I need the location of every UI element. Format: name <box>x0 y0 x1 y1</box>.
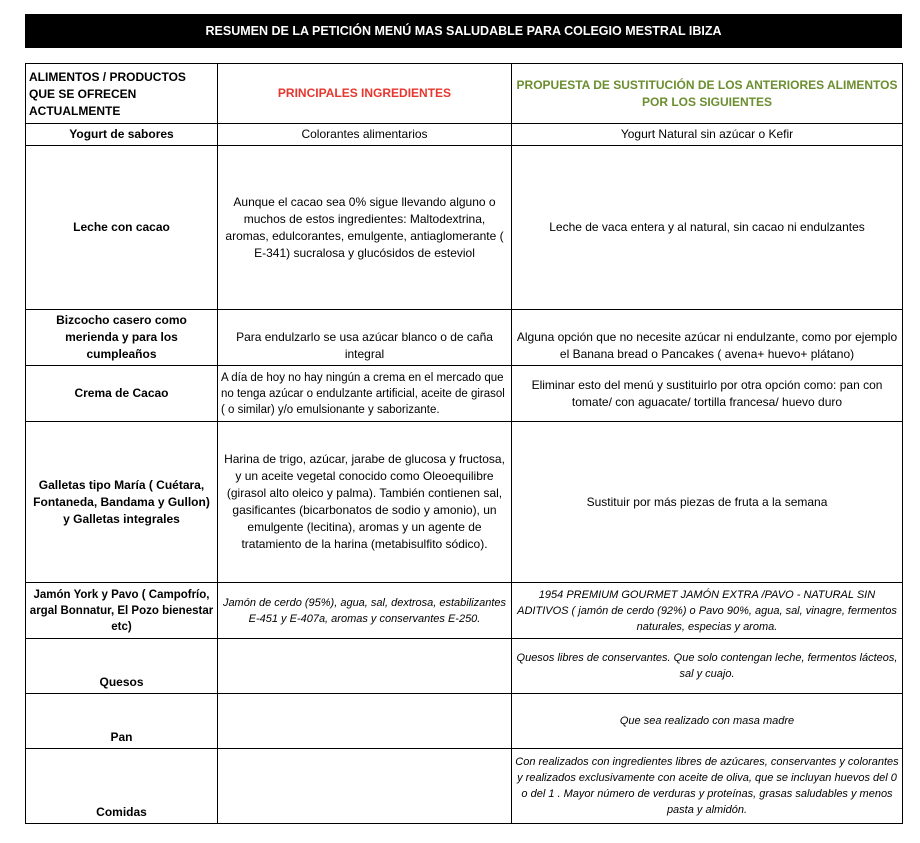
table-row <box>26 146 903 310</box>
table-row <box>26 422 903 583</box>
product-cell: Quesos <box>26 639 218 694</box>
ingredients-cell <box>218 639 512 694</box>
header-products: ALIMENTOS / PRODUCTOS QUE SE OFRECEN ACTUALMENTE <box>26 64 218 124</box>
product-cell: Comidas <box>26 749 218 824</box>
product-cell: Crema de Cacao <box>26 366 218 422</box>
product-cell: Jamón York y Pavo ( Campofrío, argal Bonnatur, El Pozo bienestar etc) <box>26 583 218 639</box>
ingredients-cell: Aunque el cacao sea 0% sigue llevando alguno o muchos de estos ingredientes: Maltodextrina, aromas, edulcorantes, emulgente, antiaglomerante ( E-341) sucralosa y glucósidos de esteviol <box>218 146 512 310</box>
product-cell: Leche con cacao <box>26 146 218 310</box>
substitution-cell: Eliminar esto del menú y sustituirlo por otra opción como: pan con tomate/ con aguacate/ tortilla francesa/ huevo duro <box>512 366 903 422</box>
ingredients-cell <box>218 749 512 824</box>
substitution-cell: Con realizados con ingredientes libres de azúcares, conservantes y colorantes y realizados exclusivamente con aceite de oliva, que se incluyan huevos del 0 o del 1 . Mayor número de verduras y proteínas, grasas saludables y menos pasta y almidón. <box>512 749 903 824</box>
substitution-cell: 1954 PREMIUM GOURMET JAMÓN EXTRA /PAVO - NATURAL SIN ADITIVOS ( jamón de cerdo (92%) o Pavo 90%, agua, sal, vinagre, fermentos naturales, especias y aroma. <box>512 583 903 639</box>
product-cell: Bizcocho casero como merienda y para los cumpleaños <box>26 310 218 366</box>
page-title: RESUMEN DE LA PETICIÓN MENÚ MAS SALUDABLE PARA COLEGIO MESTRAL IBIZA <box>205 24 722 38</box>
page-title-banner <box>25 14 902 48</box>
ingredients-cell: Para endulzarlo se usa azúcar blanco o de caña integral <box>218 310 512 366</box>
table-row <box>26 366 903 422</box>
substitution-cell: Leche de vaca entera y al natural, sin cacao ni endulzantes <box>512 146 903 310</box>
table-row <box>26 639 903 694</box>
menu-table <box>25 63 903 824</box>
substitution-cell: Alguna opción que no necesite azúcar ni endulzante, como por ejemplo el Banana bread o Pancakes ( avena+ huevo+ plátano) <box>512 310 903 366</box>
substitution-cell: Yogurt Natural sin azúcar o Kefir <box>512 124 903 146</box>
header-ingredients: PRINCIPALES INGREDIENTES <box>218 64 512 124</box>
ingredients-cell: Jamón de cerdo (95%), agua, sal, dextrosa, estabilizantes E-451 y E-407a, aromas y conservantes E-250. <box>218 583 512 639</box>
ingredients-cell: A día de hoy no hay ningún a crema en el mercado que no tenga azúcar o endulzante artificial, aceite de girasol ( o similar) y/o emulsionante y saborizante. <box>218 366 512 422</box>
table-row <box>26 749 903 824</box>
table-row <box>26 124 903 146</box>
table-row <box>26 694 903 749</box>
ingredients-cell: Harina de trigo, azúcar, jarabe de glucosa y fructosa, y un aceite vegetal conocido como Oleoequilibre (girasol alto oleico y palma). También contienen sal, gasificantes (bicarbonatos de sodio y amonio), un emulgente (lecitina), aromas y un agente de tratamiento de la harina (metabisulfito sódico). <box>218 422 512 583</box>
product-cell: Pan <box>26 694 218 749</box>
product-cell: Galletas tipo María ( Cuétara, Fontaneda, Bandama y Gullon) y Galletas integrales <box>26 422 218 583</box>
ingredients-cell <box>218 694 512 749</box>
product-cell: Yogurt de sabores <box>26 124 218 146</box>
ingredients-cell: Colorantes alimentarios <box>218 124 512 146</box>
table-row <box>26 310 903 366</box>
substitution-cell: Quesos libres de conservantes. Que solo contengan leche, fermentos lácteos, sal y cuajo. <box>512 639 903 694</box>
table-row <box>26 583 903 639</box>
table-header-row <box>26 64 903 124</box>
substitution-cell: Sustituir por más piezas de fruta a la semana <box>512 422 903 583</box>
substitution-cell: Que sea realizado con masa madre <box>512 694 903 749</box>
header-substitution: PROPUESTA DE SUSTITUCIÓN DE LOS ANTERIORES ALIMENTOS POR LOS SIGUIENTES <box>512 64 903 124</box>
